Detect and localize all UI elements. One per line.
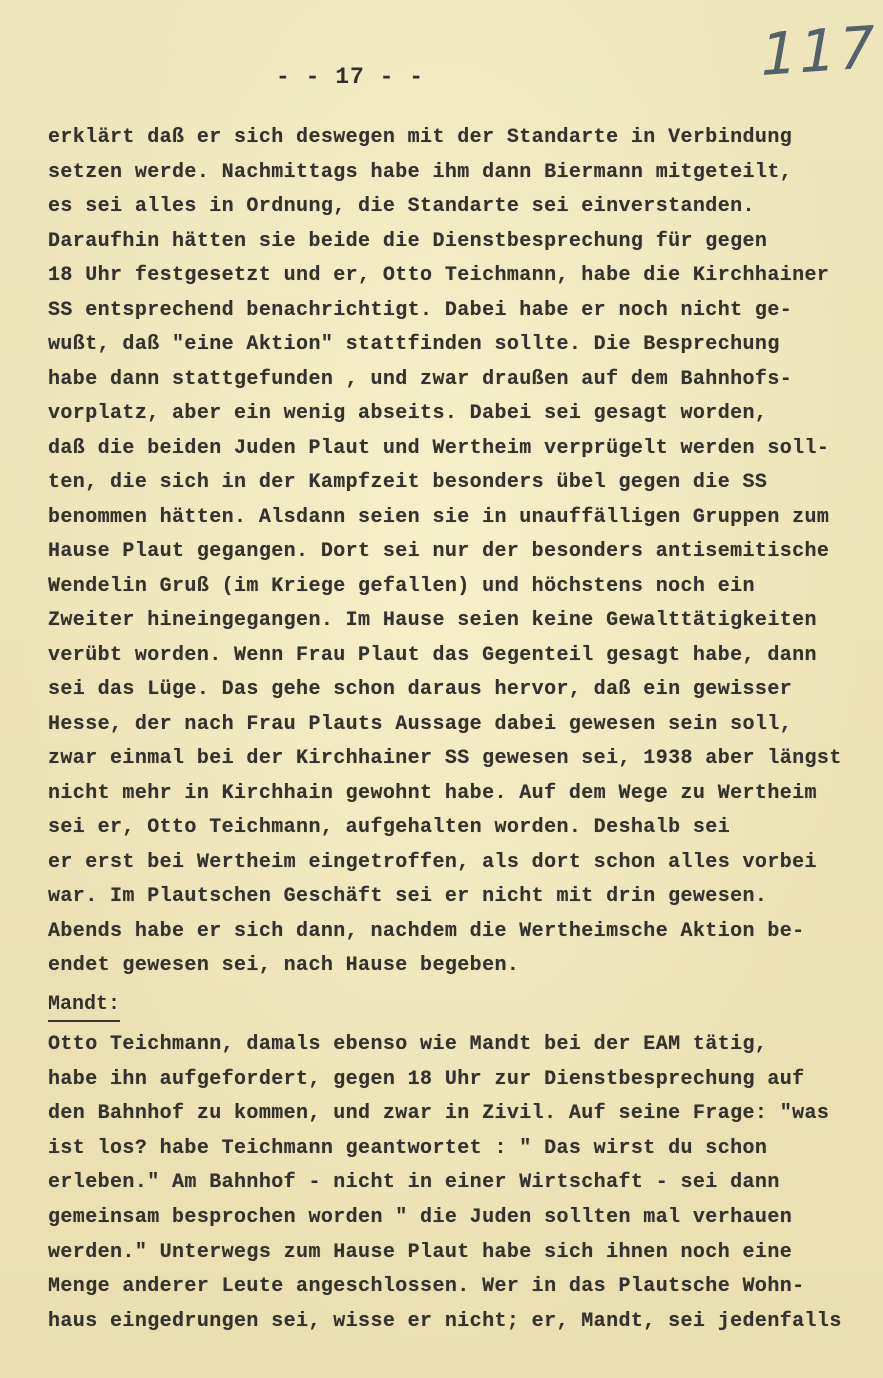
text-line: sei er, Otto Teichmann, aufgehalten worden. Deshalb sei [48,816,731,839]
text-line: verübt worden. Wenn Frau Plaut das Gegenteil gesagt habe, dann [48,643,817,667]
text-line: wußt, daß "eine Aktion" stattfinden sollte. Die Besprechung [48,333,780,356]
text-line: es sei alles in Ordnung, die Standarte sei einverstanden. [48,195,755,218]
text-line: gemeinsam besprochen worden " die Juden sollten mal verhauen [48,1205,793,1229]
text-line: Abends habe er sich dann, nachdem die Wertheimsche Aktion be- [48,919,805,943]
text-line: Hause Plaut gegangen. Dort sei nur der besonders antisemitische [48,540,830,563]
text-line: Daraufhin hätten sie beide die Dienstbesprechung für gegen [48,229,768,253]
text-line: vorplatz, aber ein wenig abseits. Dabei sei gesagt worden, [48,402,768,425]
text-line: Zweiter hineingegangen. Im Hause seien keine Gewalttätigkeiten [48,609,817,632]
text-line: ten, die sich in der Kampfzeit besonders übel gegen die SS [48,471,768,494]
text-line: sei das Lüge. Das gehe schon daraus hervor, daß ein gewisser [48,678,793,701]
text-line: habe dann stattgefunden , und zwar draußen auf dem Bahnhofs- [48,367,793,391]
text-line: Wendelin Gruß (im Kriege gefallen) und höchstens noch ein [48,574,755,598]
text-line: ist los? habe Teichmann geantwortet : " Das wirst du schon [48,1136,768,1160]
text-line: erleben." Am Bahnhof - nicht in einer Wirtschaft - sei dann [48,1171,780,1195]
text-line: daß die beiden Juden Plaut und Wertheim verprügelt werden soll- [48,436,830,460]
text-line: Menge anderer Leute angeschlossen. Wer in das Plautsche Wohn- [48,1275,805,1299]
text-line: setzen werde. Nachmittags habe ihm dann Biermann mitgeteilt, [48,160,793,184]
text-line: den Bahnhof zu kommen, und zwar in Zivil. Auf seine Frage: "was [48,1102,830,1126]
paragraph-teichmann-statement [48,121,842,984]
text-line: Hesse, der nach Frau Plauts Aussage dabei gewesen sein soll, [48,712,793,736]
text-line: nicht mehr in Kirchhain gewohnt habe. Auf dem Wege zu Wertheim [48,781,817,805]
text-line: war. Im Plautschen Geschäft sei er nicht mit drin gewesen. [48,885,768,908]
text-line: haus eingedrungen sei, wisse er nicht; er, Mandt, sei jedenfalls [48,1309,842,1333]
folio-number-handwritten: 117 [754,12,883,90]
text-line: 18 Uhr festgesetzt und er, Otto Teichmann, habe die Kirchhainer [48,264,830,287]
text-line: zwar einmal bei der Kirchhainer SS gewesen sei, 1938 aber längst [48,747,842,770]
text-line: Otto Teichmann, damals ebenso wie Mandt bei der EAM tätig, [48,1033,768,1056]
speaker-heading-mandt: Mandt: [48,990,120,1022]
page-number: - - 17 - - [275,64,425,90]
text-line: erklärt daß er sich deswegen mit der Standarte in Verbindung [48,126,793,149]
text-line: werden." Unterwegs zum Hause Plaut habe sich ihnen noch eine [48,1240,793,1264]
text-line: benommen hätten. Alsdann seien sie in unauffälligen Gruppen zum [48,505,830,529]
text-line: endet gewesen sei, nach Hause begeben. [48,954,520,977]
text-line: er erst bei Wertheim eingetroffen, als dort schon alles vorbei [48,850,817,874]
text-line: habe ihn aufgefordert, gegen 18 Uhr zur Dienstbesprechung auf [48,1067,805,1091]
text-line: SS entsprechend benachrichtigt. Dabei habe er noch nicht ge- [48,298,793,322]
paragraph-mandt-statement [48,1028,842,1339]
